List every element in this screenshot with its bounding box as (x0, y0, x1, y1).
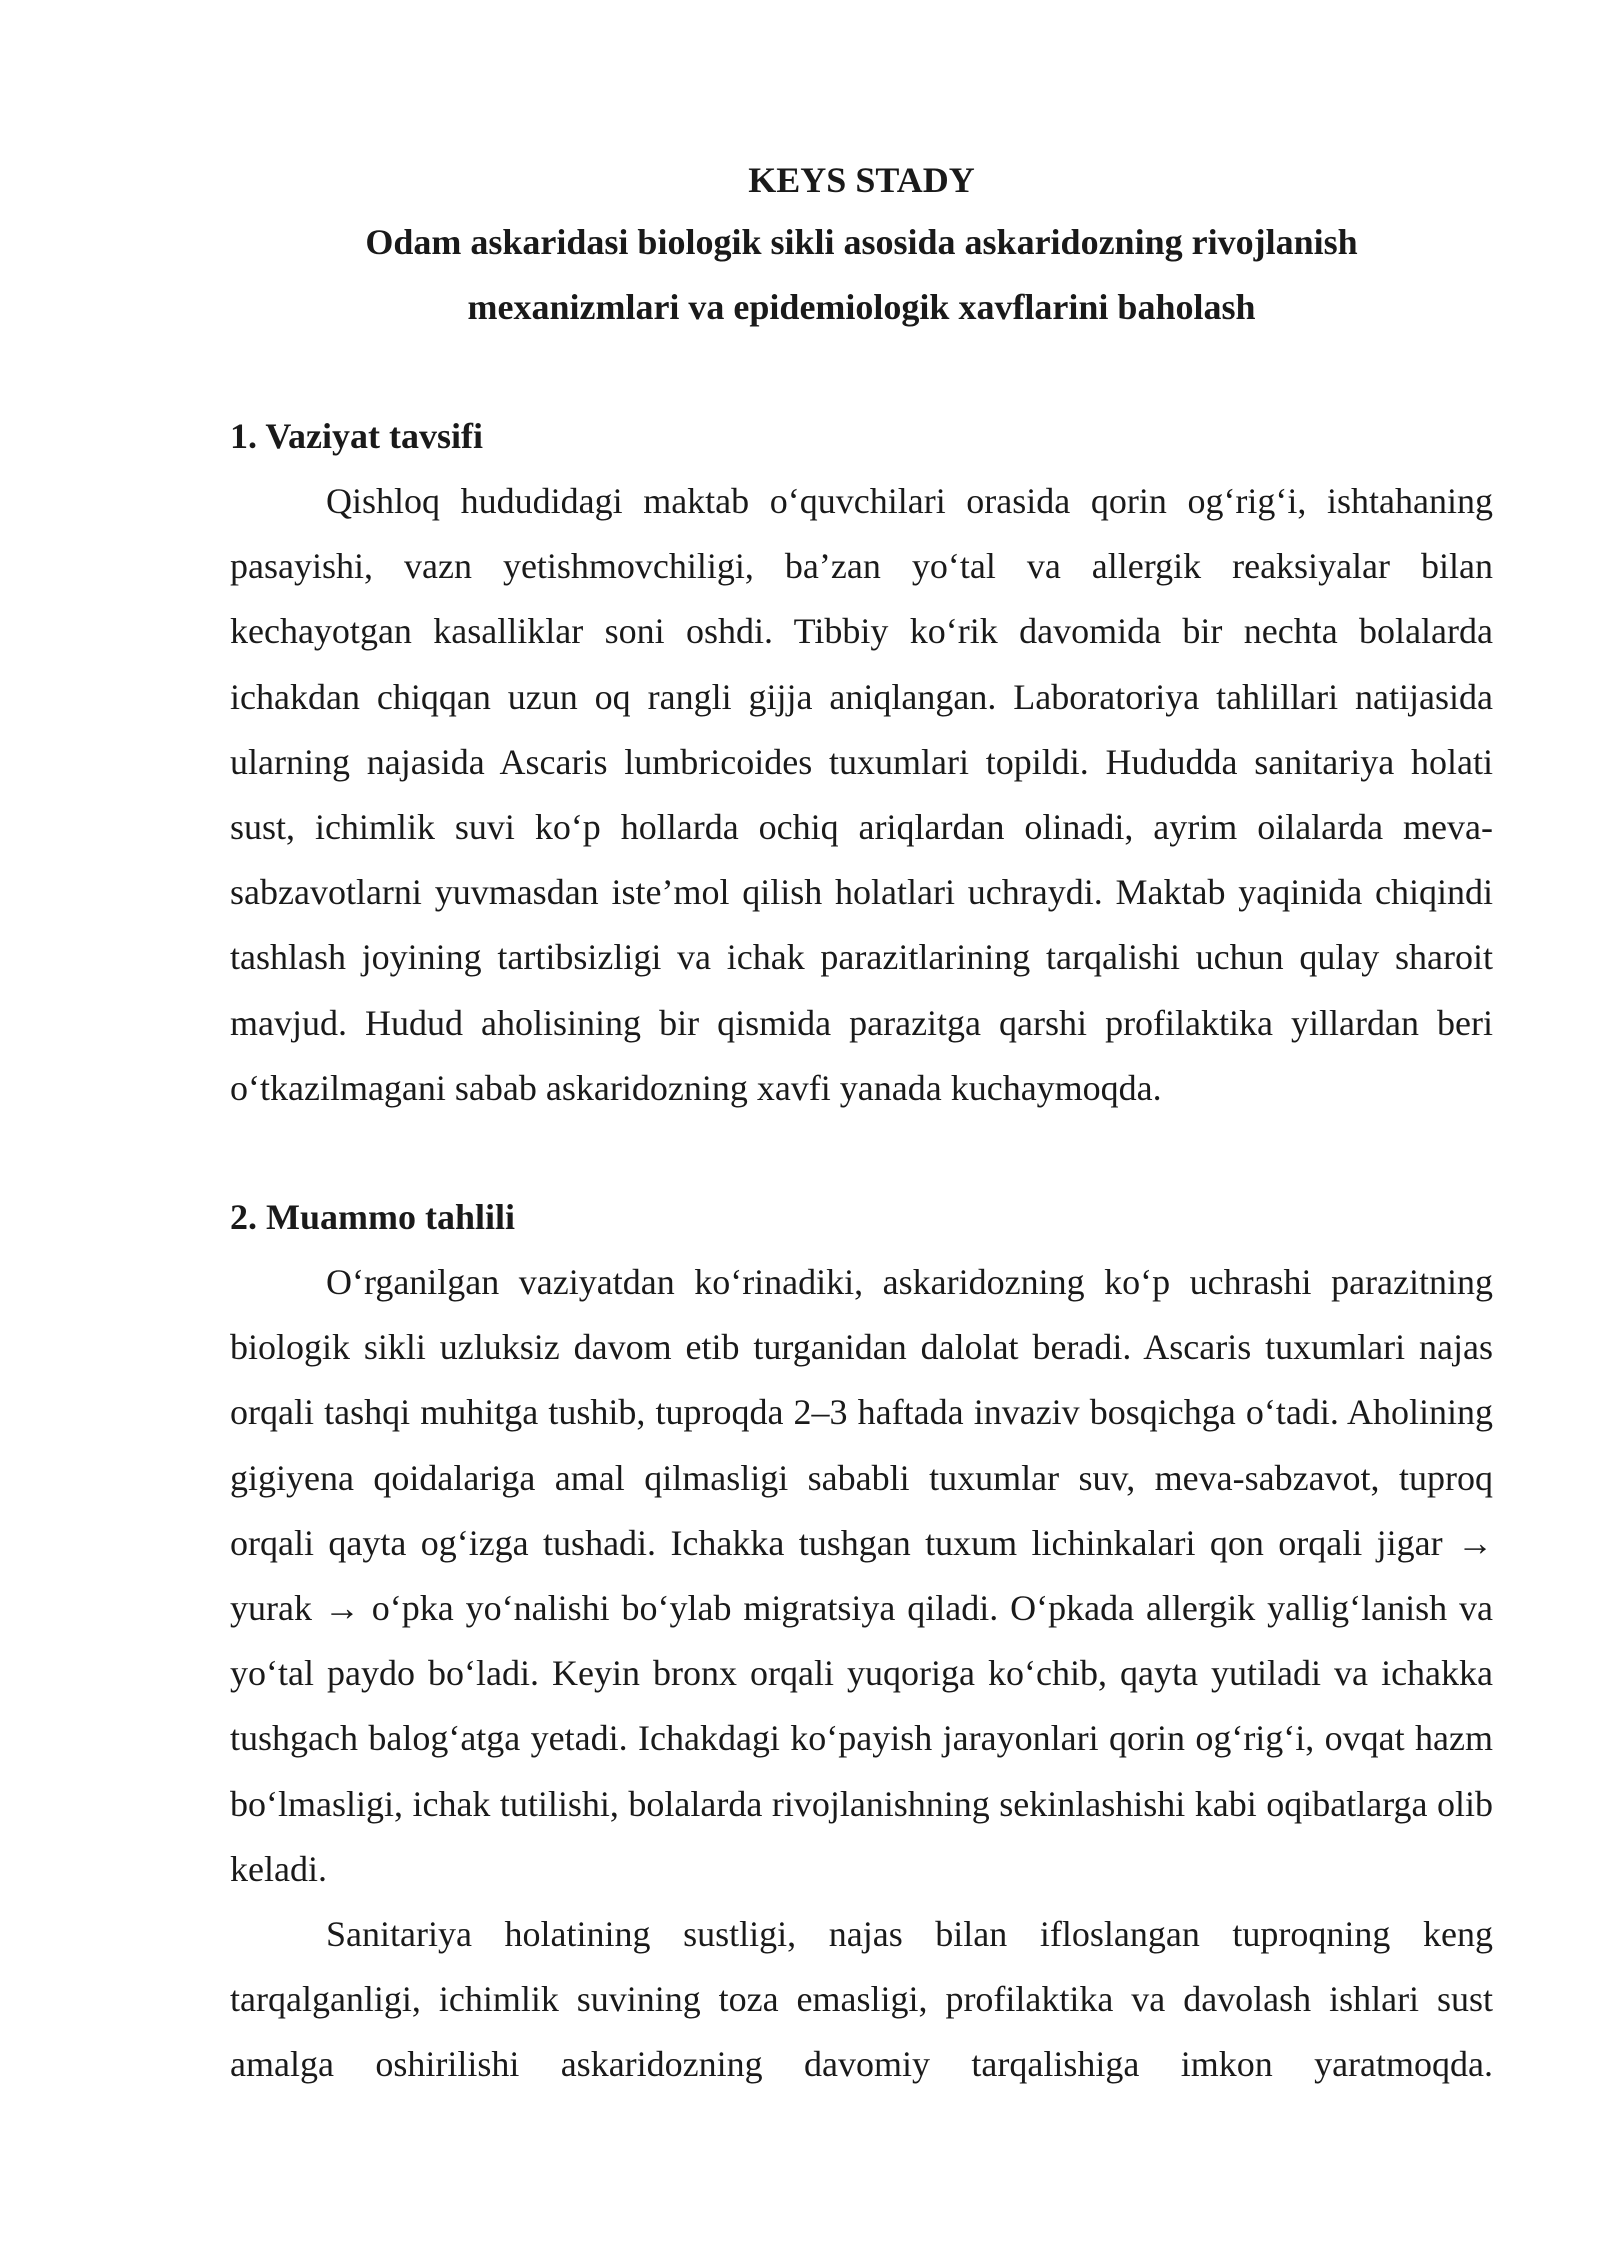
document-page (230, 150, 1493, 2098)
document-subtitle-line-1: Odam askaridasi biologik sikli asosida askaridozning rivojlanish (365, 222, 1358, 262)
paragraph: O‘rganilgan vaziyatdan ko‘rinadiki, askaridozning ko‘p uchrashi parazitning biologik sikli uzluksiz davom etib turganidan dalolat beradi. Ascaris tuxumlari najas orqali tashqi muhitga tushib, tuproqda 2–3 haftada invaziv bosqichga o‘tadi. Aholining gigiyena qoidalariga amal qilmasligi sababli tuxumlar suv, meva-sabzavot, tuproq orqali qayta og‘izga tushadi. Ichakka tushgan tuxum lichinkalari qon orqali jigar → yurak → o‘pka yo‘nalishi bo‘ylab migratsiya qiladi. O‘pkada allergik yallig‘lanish va yo‘tal paydo bo‘ladi. Keyin bronx orqali yuqoriga ko‘chib, qayta yutiladi va ichakka tushgach balog‘atga yetadi. Ichakdagi ko‘payish jarayonlari qorin og‘rig‘i, ovqat hazm bo‘lmasligi, ichak tutilishi, bolalarda rivojlanishning sekinlashishi kabi oqibatlarga olib keladi. (230, 1262, 1493, 1889)
document-title: KEYS STADY (748, 160, 975, 200)
paragraph: Sanitariya holatining sustligi, najas bilan ifloslangan tuproqning keng tarqalganligi, ichimlik suvining toza emasligi, profilaktika va davolash ishlari sust amalga oshirilishi askaridozning davomiy tarqalishiga imkon yaratmoqda. (230, 1914, 1493, 2085)
document-subtitle-line-2: mexanizmlari va epidemiologik xavflarini baholash (467, 287, 1256, 327)
section-situation (230, 404, 1493, 1121)
paragraph: Qishloq hududidagi maktab o‘quvchilari orasida qorin og‘rig‘i, ishtahaning pasayishi, vazn yetishmovchiligi, ba’zan yo‘tal va allergik reaksiyalar bilan kechayotgan kasalliklar soni oshdi. Tibbiy ko‘rik davomida bir nechta bolalarda ichakdan chiqqan uzun oq rangli gijja aniqlangan. Laboratoriya tahlillari natijasida ularning najasida Ascaris lumbricoides tuxumlari topildi. Hududda sanitariya holati sust, ichimlik suvi ko‘p hollarda ochiq ariqlardan olinadi, ayrim oilalarda meva-sabzavotlarni yuvmasdan iste’mol qilish holatlari uchraydi. Maktab yaqinida chiqindi tashlash joyining tartibsizligi va ichak parazitlarining tarqalishi uchun qulay sharoit mavjud. Hudud aholisining bir qismida parazitga qarshi profilaktika yillardan beri o‘tkazilmagani sabab askaridozning xavfi yanada kuchaymoqda. (230, 481, 1493, 1108)
section-problem-analysis (230, 1185, 1493, 2098)
section-heading: 1. Vaziyat tavsifi (230, 416, 484, 456)
section-heading: 2. Muammo tahlili (230, 1197, 515, 1238)
